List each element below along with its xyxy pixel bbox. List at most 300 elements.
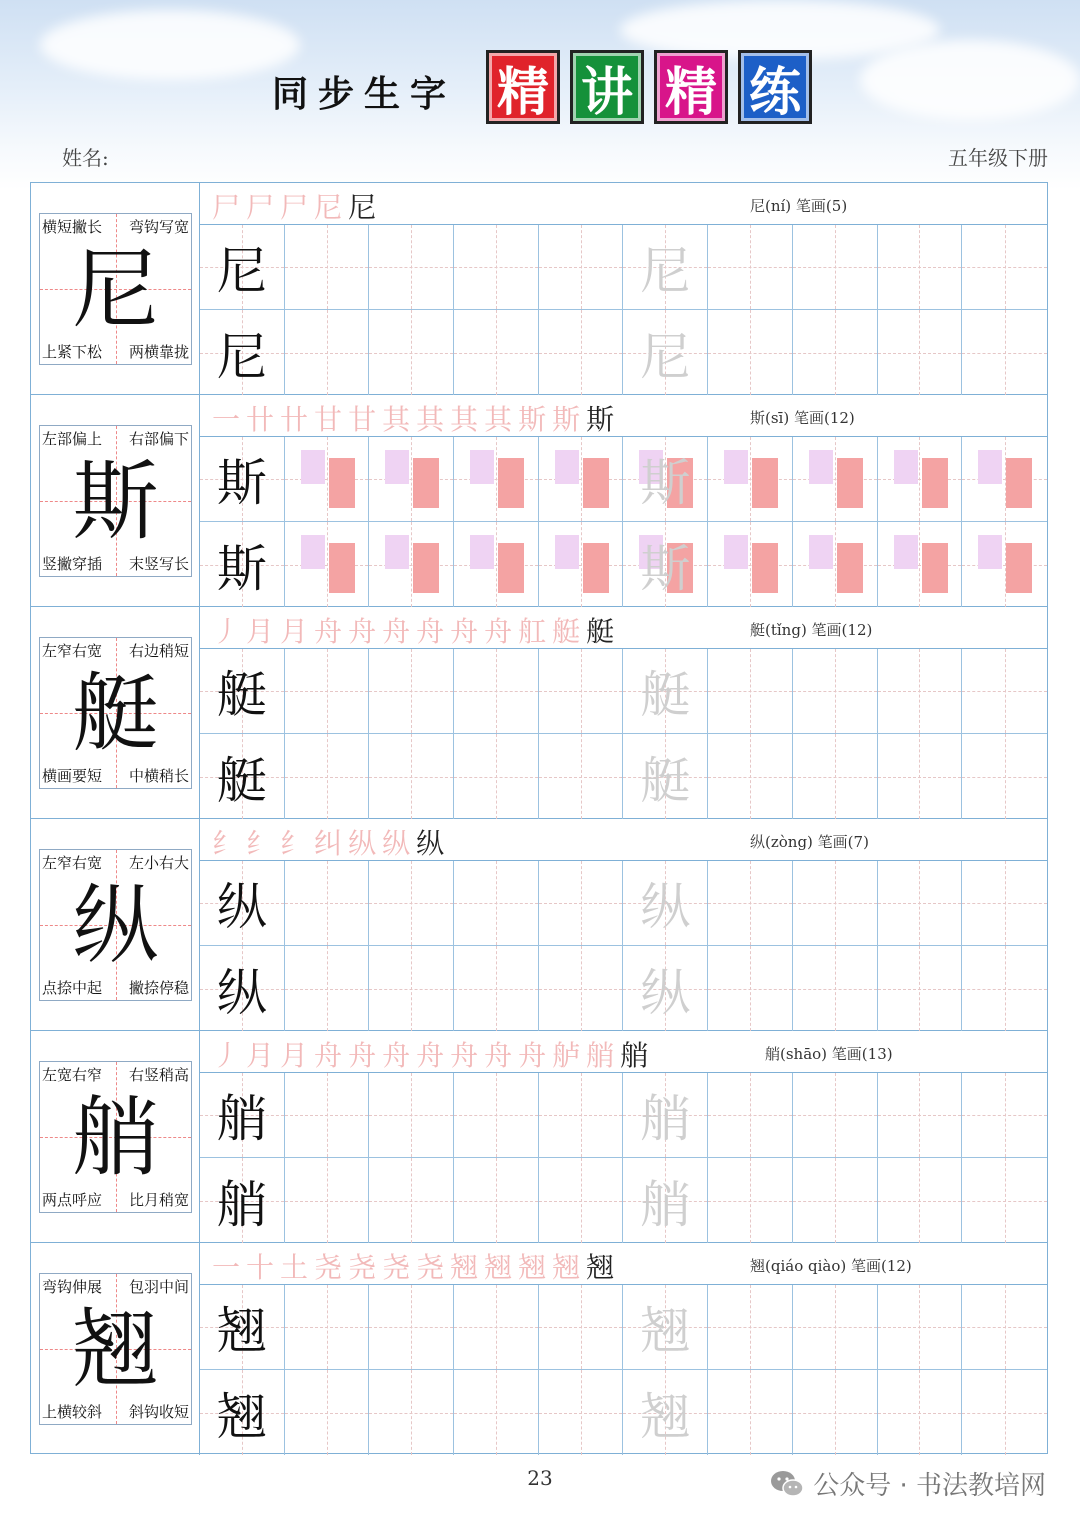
practice-cell[interactable] bbox=[539, 946, 624, 1031]
practice-cell[interactable] bbox=[369, 522, 454, 607]
reference-character: 纵 bbox=[72, 876, 159, 976]
practice-cell[interactable] bbox=[962, 734, 1047, 819]
char-section bbox=[31, 1243, 1047, 1455]
practice-cell[interactable] bbox=[708, 225, 793, 310]
practice-cell[interactable] bbox=[708, 1158, 793, 1243]
writing-tip: 比月稍宽 bbox=[128, 1191, 189, 1209]
left-part-guide bbox=[555, 450, 579, 484]
left-part-guide bbox=[555, 535, 579, 569]
practice-cell[interactable] bbox=[623, 734, 708, 819]
left-part-guide bbox=[724, 535, 748, 569]
right-part-guide bbox=[583, 458, 609, 508]
practice-cell[interactable] bbox=[793, 734, 878, 819]
practice-cell[interactable] bbox=[708, 946, 793, 1031]
model-character: 艄 bbox=[216, 1175, 267, 1234]
practice-cell[interactable] bbox=[285, 946, 370, 1031]
stroke-step: 舟 bbox=[416, 615, 451, 648]
writing-tip: 弯钩写宽 bbox=[128, 218, 189, 236]
practice-cell[interactable] bbox=[708, 1285, 793, 1370]
stroke-step: 其 bbox=[484, 403, 519, 436]
stroke-step: 舟 bbox=[484, 615, 519, 648]
stroke-step: 舻 bbox=[552, 1039, 587, 1072]
stroke-step: 翘 bbox=[484, 1251, 519, 1284]
left-part-guide bbox=[301, 450, 325, 484]
practice-cell[interactable] bbox=[285, 1370, 370, 1455]
right-part-guide bbox=[837, 543, 863, 593]
stroke-order-sequence bbox=[212, 398, 620, 438]
stroke-order-sequence bbox=[212, 1246, 620, 1286]
practice-cell[interactable] bbox=[539, 861, 624, 946]
stroke-step: 艇 bbox=[552, 615, 587, 648]
practice-cell[interactable] bbox=[962, 522, 1047, 607]
practice-cell[interactable] bbox=[200, 946, 285, 1031]
stroke-step: 纟 bbox=[212, 827, 247, 860]
trace-character: 艇 bbox=[640, 666, 691, 724]
practice-cell[interactable] bbox=[793, 225, 878, 310]
right-part-guide bbox=[329, 543, 355, 593]
practice-cell[interactable] bbox=[708, 861, 793, 946]
char-section bbox=[31, 183, 1047, 395]
right-part-guide bbox=[922, 543, 948, 593]
reference-box bbox=[39, 849, 192, 1001]
practice-cell[interactable] bbox=[539, 1370, 624, 1455]
practice-cell[interactable] bbox=[285, 1073, 370, 1158]
character-info: 纵(zòng) 笔画(7) bbox=[750, 833, 869, 851]
stroke-step: 纠 bbox=[314, 827, 349, 860]
writing-tip: 上横较斜 bbox=[42, 1403, 103, 1421]
practice-cell[interactable] bbox=[878, 522, 963, 607]
practice-cell[interactable] bbox=[962, 1285, 1047, 1370]
stroke-step: 翘 bbox=[518, 1251, 553, 1284]
practice-cell[interactable] bbox=[369, 1158, 454, 1243]
writing-tip: 右边稍短 bbox=[128, 642, 189, 660]
practice-cell[interactable] bbox=[878, 1158, 963, 1243]
writing-tip: 包羽中间 bbox=[128, 1278, 189, 1296]
stroke-step: 尧 bbox=[416, 1251, 451, 1284]
practice-cell[interactable] bbox=[708, 437, 793, 522]
practice-cell[interactable] bbox=[369, 649, 454, 734]
practice-cell[interactable] bbox=[539, 522, 624, 607]
stroke-order-row bbox=[200, 1243, 1047, 1285]
page-title: 同步生字 bbox=[272, 74, 457, 115]
practice-cell[interactable] bbox=[454, 522, 539, 607]
stroke-step: 纵 bbox=[382, 827, 417, 860]
practice-cell[interactable] bbox=[962, 1073, 1047, 1158]
stroke-step: 舟 bbox=[314, 1039, 349, 1072]
practice-cell[interactable] bbox=[623, 1158, 708, 1243]
right-part-guide bbox=[329, 458, 355, 508]
stroke-step: 舡 bbox=[518, 615, 553, 648]
practice-cell[interactable] bbox=[708, 1073, 793, 1158]
stroke-step: 其 bbox=[450, 403, 485, 436]
char-section bbox=[31, 1031, 1047, 1243]
practice-cell[interactable] bbox=[369, 1370, 454, 1455]
model-character: 尼 bbox=[216, 242, 267, 300]
practice-cell[interactable] bbox=[793, 437, 878, 522]
practice-cell[interactable] bbox=[454, 310, 539, 395]
stroke-step: 土 bbox=[280, 1251, 315, 1284]
practice-cell[interactable] bbox=[878, 946, 963, 1031]
practice-grid bbox=[200, 861, 1047, 1031]
model-character: 艄 bbox=[216, 1090, 267, 1148]
reference-character: 艄 bbox=[72, 1088, 159, 1188]
stroke-step: 一 bbox=[212, 1251, 247, 1284]
practice-cell[interactable] bbox=[878, 861, 963, 946]
stroke-step: 尼 bbox=[314, 191, 349, 224]
reference-character: 翘 bbox=[72, 1300, 159, 1400]
character-info: 斯(sī) 笔画(12) bbox=[750, 409, 855, 427]
practice-grid bbox=[200, 1285, 1047, 1455]
stroke-step: 卄 bbox=[280, 403, 315, 436]
practice-grid bbox=[200, 1073, 1047, 1243]
practice-cell[interactable] bbox=[878, 649, 963, 734]
practice-cell[interactable] bbox=[200, 225, 285, 310]
right-part-guide bbox=[1006, 543, 1032, 593]
practice-cell[interactable] bbox=[285, 310, 370, 395]
reference-panel bbox=[31, 819, 200, 1030]
title-badge: 练 bbox=[738, 50, 812, 124]
stroke-step: 纵 bbox=[416, 827, 451, 860]
practice-cell[interactable] bbox=[200, 734, 285, 819]
practice-cell[interactable] bbox=[369, 1285, 454, 1370]
writing-tip: 左部偏上 bbox=[42, 430, 103, 448]
char-section bbox=[31, 819, 1047, 1031]
page-number: 23 bbox=[527, 1466, 553, 1490]
practice-cell[interactable] bbox=[539, 1158, 624, 1243]
title-badge: 精 bbox=[654, 50, 728, 124]
practice-cell[interactable] bbox=[285, 1285, 370, 1370]
practice-cell[interactable] bbox=[793, 1285, 878, 1370]
stroke-step: 纟 bbox=[280, 827, 315, 860]
practice-cell[interactable] bbox=[708, 649, 793, 734]
practice-cell[interactable] bbox=[793, 522, 878, 607]
writing-tip: 左窄右宽 bbox=[42, 642, 103, 660]
practice-cell[interactable] bbox=[454, 1073, 539, 1158]
practice-cell[interactable] bbox=[623, 310, 708, 395]
practice-cell[interactable] bbox=[539, 734, 624, 819]
practice-cell[interactable] bbox=[369, 1073, 454, 1158]
practice-cell[interactable] bbox=[962, 310, 1047, 395]
practice-cell[interactable] bbox=[708, 310, 793, 395]
practice-cell[interactable] bbox=[285, 734, 370, 819]
practice-cell[interactable] bbox=[708, 1370, 793, 1455]
stroke-step: 尧 bbox=[348, 1251, 383, 1284]
right-part-guide bbox=[413, 543, 439, 593]
practice-cell[interactable] bbox=[200, 1285, 285, 1370]
practice-cell[interactable] bbox=[793, 946, 878, 1031]
stroke-step: 舟 bbox=[348, 615, 383, 648]
stroke-step: 翘 bbox=[450, 1251, 485, 1284]
stroke-step: 月 bbox=[246, 1039, 281, 1072]
practice-cell[interactable] bbox=[962, 1370, 1047, 1455]
stroke-step: 纟 bbox=[246, 827, 281, 860]
character-info: 尼(ní) 笔画(5) bbox=[750, 197, 848, 215]
stroke-order-sequence bbox=[212, 610, 620, 650]
practice-cell[interactable] bbox=[369, 225, 454, 310]
practice-cell[interactable] bbox=[623, 522, 708, 607]
stroke-step: 十 bbox=[246, 1251, 281, 1284]
stroke-step: 尧 bbox=[382, 1251, 417, 1284]
practice-cell[interactable] bbox=[623, 649, 708, 734]
left-part-guide bbox=[470, 535, 494, 569]
trace-character: 艄 bbox=[640, 1175, 691, 1234]
stroke-step: 舟 bbox=[314, 615, 349, 648]
title-badges bbox=[486, 50, 812, 124]
writing-tip: 撇捺停稳 bbox=[128, 979, 189, 997]
practice-cell[interactable] bbox=[200, 1158, 285, 1243]
practice-cell[interactable] bbox=[454, 437, 539, 522]
stroke-order-sequence bbox=[212, 186, 382, 226]
practice-cell[interactable] bbox=[623, 1285, 708, 1370]
practice-cell[interactable] bbox=[539, 1073, 624, 1158]
stroke-step: 艄 bbox=[586, 1039, 621, 1072]
practice-cell[interactable] bbox=[285, 225, 370, 310]
writing-tip: 两横靠拢 bbox=[128, 343, 189, 361]
stroke-order-row bbox=[200, 607, 1047, 649]
practice-cell[interactable] bbox=[962, 649, 1047, 734]
reference-panel bbox=[31, 183, 200, 394]
model-character: 斯 bbox=[216, 539, 267, 598]
stroke-step: 丿 bbox=[212, 615, 247, 648]
reference-panel bbox=[31, 1031, 200, 1242]
right-part-guide bbox=[498, 458, 524, 508]
stroke-order-row bbox=[200, 819, 1047, 861]
trace-character: 翘 bbox=[640, 1302, 691, 1360]
practice-cell[interactable] bbox=[878, 734, 963, 819]
practice-cell[interactable] bbox=[369, 437, 454, 522]
practice-cell[interactable] bbox=[454, 734, 539, 819]
practice-cell[interactable] bbox=[200, 1370, 285, 1455]
reference-box bbox=[39, 213, 192, 365]
stroke-step: 尸 bbox=[246, 191, 281, 224]
writing-tip: 左宽右窄 bbox=[42, 1066, 103, 1084]
practice-cell[interactable] bbox=[285, 1158, 370, 1243]
stroke-step: 丿 bbox=[212, 1039, 247, 1072]
trace-character: 翘 bbox=[640, 1387, 691, 1446]
practice-cell[interactable] bbox=[454, 946, 539, 1031]
writing-tip: 弯钩伸展 bbox=[42, 1278, 103, 1296]
practice-cell[interactable] bbox=[369, 734, 454, 819]
stroke-order-row bbox=[200, 183, 1047, 225]
left-part-guide bbox=[385, 450, 409, 484]
stroke-order-row bbox=[200, 395, 1047, 437]
practice-cell[interactable] bbox=[878, 1370, 963, 1455]
practice-sheet bbox=[30, 182, 1048, 1454]
practice-cell[interactable] bbox=[962, 1158, 1047, 1243]
right-part-guide bbox=[498, 543, 524, 593]
trace-character: 纵 bbox=[640, 963, 691, 1022]
practice-cell[interactable] bbox=[285, 437, 370, 522]
practice-cell[interactable] bbox=[962, 437, 1047, 522]
reference-box bbox=[39, 637, 192, 789]
writing-tip: 两点呼应 bbox=[42, 1191, 103, 1209]
practice-cell[interactable] bbox=[369, 310, 454, 395]
left-part-guide bbox=[894, 450, 918, 484]
model-character: 纵 bbox=[216, 963, 267, 1022]
stroke-step: 甘 bbox=[314, 403, 349, 436]
stroke-step: 其 bbox=[416, 403, 451, 436]
trace-character: 纵 bbox=[640, 878, 691, 936]
trace-character: 斯 bbox=[640, 539, 691, 598]
stroke-step: 尧 bbox=[314, 1251, 349, 1284]
stroke-step: 翘 bbox=[586, 1251, 621, 1284]
practice-cell[interactable] bbox=[539, 225, 624, 310]
writing-tip: 斜钩收短 bbox=[128, 1403, 189, 1421]
practice-cell[interactable] bbox=[878, 1073, 963, 1158]
practice-cell[interactable] bbox=[878, 1285, 963, 1370]
practice-cell[interactable] bbox=[454, 861, 539, 946]
reference-box bbox=[39, 1273, 192, 1425]
practice-cell[interactable] bbox=[793, 1158, 878, 1243]
trace-character: 艄 bbox=[640, 1090, 691, 1148]
stroke-step: 舟 bbox=[416, 1039, 451, 1072]
model-character: 艇 bbox=[216, 666, 267, 724]
left-part-guide bbox=[894, 535, 918, 569]
writing-tip: 点捺中起 bbox=[42, 979, 103, 997]
title-badge: 精 bbox=[486, 50, 560, 124]
stroke-step: 斯 bbox=[552, 403, 587, 436]
model-character: 翘 bbox=[216, 1302, 267, 1360]
stroke-step: 舟 bbox=[450, 615, 485, 648]
practice-cell[interactable] bbox=[623, 1073, 708, 1158]
practice-cell[interactable] bbox=[623, 946, 708, 1031]
stroke-step: 舟 bbox=[348, 1039, 383, 1072]
stroke-step: 舟 bbox=[518, 1039, 553, 1072]
writing-tip: 右竖稍高 bbox=[128, 1066, 189, 1084]
practice-cell[interactable] bbox=[200, 1073, 285, 1158]
practice-cell[interactable] bbox=[285, 522, 370, 607]
stroke-step: 艇 bbox=[586, 615, 621, 648]
practice-grid bbox=[200, 437, 1047, 607]
practice-cell[interactable] bbox=[454, 1285, 539, 1370]
practice-cell[interactable] bbox=[793, 1370, 878, 1455]
character-info: 艄(shāo) 笔画(13) bbox=[765, 1045, 893, 1063]
stroke-step: 斯 bbox=[518, 403, 553, 436]
stroke-step: 月 bbox=[280, 1039, 315, 1072]
writing-tip: 右部偏下 bbox=[128, 430, 189, 448]
stroke-order-sequence bbox=[212, 822, 450, 862]
practice-cell[interactable] bbox=[623, 437, 708, 522]
writing-tip: 左窄右宽 bbox=[42, 854, 103, 872]
watermark-text: 公众号 · 书法教培网 bbox=[813, 1471, 1046, 1501]
writing-tip: 横画要短 bbox=[42, 767, 103, 785]
right-part-guide bbox=[1006, 458, 1032, 508]
model-character: 艇 bbox=[216, 751, 267, 810]
practice-cell[interactable] bbox=[793, 649, 878, 734]
grade-label: 五年级下册 bbox=[948, 146, 1048, 170]
practice-cell[interactable] bbox=[793, 1073, 878, 1158]
left-part-guide bbox=[809, 450, 833, 484]
name-label: 姓名: bbox=[62, 146, 109, 170]
stroke-step: 一 bbox=[212, 403, 247, 436]
reference-box bbox=[39, 1061, 192, 1213]
stroke-step: 舟 bbox=[382, 615, 417, 648]
practice-cell[interactable] bbox=[793, 861, 878, 946]
stroke-order-sequence bbox=[212, 1034, 654, 1074]
reference-panel bbox=[31, 607, 200, 818]
title-badge: 讲 bbox=[570, 50, 644, 124]
practice-cell[interactable] bbox=[285, 861, 370, 946]
reference-panel bbox=[31, 1243, 200, 1455]
practice-cell[interactable] bbox=[708, 734, 793, 819]
writing-tip: 左小右大 bbox=[128, 854, 189, 872]
character-info: 翘(qiáo qiào) 笔画(12) bbox=[750, 1257, 912, 1275]
writing-tip: 上紧下松 bbox=[42, 343, 103, 361]
left-part-guide bbox=[809, 535, 833, 569]
stroke-step: 斯 bbox=[586, 403, 621, 436]
writing-tip: 中横稍长 bbox=[128, 767, 189, 785]
practice-cell[interactable] bbox=[962, 225, 1047, 310]
practice-cell[interactable] bbox=[285, 649, 370, 734]
watermark bbox=[769, 1465, 1046, 1502]
practice-cell[interactable] bbox=[962, 861, 1047, 946]
practice-cell[interactable] bbox=[539, 310, 624, 395]
practice-cell[interactable] bbox=[454, 1370, 539, 1455]
practice-cell[interactable] bbox=[200, 437, 285, 522]
reference-panel bbox=[31, 395, 200, 606]
stroke-step: 艄 bbox=[620, 1039, 655, 1072]
right-part-guide bbox=[583, 543, 609, 593]
practice-cell[interactable] bbox=[200, 522, 285, 607]
character-info: 艇(tǐng) 笔画(12) bbox=[750, 621, 873, 639]
practice-grid bbox=[200, 649, 1047, 819]
practice-cell[interactable] bbox=[369, 861, 454, 946]
stroke-step: 翘 bbox=[552, 1251, 587, 1284]
practice-cell[interactable] bbox=[623, 225, 708, 310]
stroke-step: 甘 bbox=[348, 403, 383, 436]
practice-cell[interactable] bbox=[454, 225, 539, 310]
practice-cell[interactable] bbox=[539, 649, 624, 734]
stroke-step: 尸 bbox=[212, 191, 247, 224]
practice-cell[interactable] bbox=[623, 1370, 708, 1455]
stroke-step: 卄 bbox=[246, 403, 281, 436]
practice-cell[interactable] bbox=[793, 310, 878, 395]
practice-cell[interactable] bbox=[200, 310, 285, 395]
practice-grid bbox=[200, 225, 1047, 395]
practice-cell[interactable] bbox=[708, 522, 793, 607]
trace-character: 斯 bbox=[640, 454, 691, 512]
practice-cell[interactable] bbox=[200, 861, 285, 946]
practice-cell[interactable] bbox=[454, 649, 539, 734]
right-part-guide bbox=[413, 458, 439, 508]
practice-cell[interactable] bbox=[454, 1158, 539, 1243]
left-part-guide bbox=[978, 450, 1002, 484]
practice-cell[interactable] bbox=[962, 946, 1047, 1031]
practice-cell[interactable] bbox=[369, 946, 454, 1031]
left-part-guide bbox=[724, 450, 748, 484]
practice-cell[interactable] bbox=[878, 310, 963, 395]
right-part-guide bbox=[752, 458, 778, 508]
practice-cell[interactable] bbox=[623, 861, 708, 946]
stroke-order-row bbox=[200, 1031, 1047, 1073]
practice-cell[interactable] bbox=[878, 437, 963, 522]
practice-cell[interactable] bbox=[539, 1285, 624, 1370]
trace-character: 尼 bbox=[640, 242, 691, 300]
left-part-guide bbox=[470, 450, 494, 484]
right-part-guide bbox=[752, 543, 778, 593]
stroke-step: 月 bbox=[280, 615, 315, 648]
reference-character: 斯 bbox=[72, 452, 159, 552]
trace-character: 尼 bbox=[640, 327, 691, 386]
stroke-step: 舟 bbox=[450, 1039, 485, 1072]
model-character: 纵 bbox=[216, 878, 267, 936]
right-part-guide bbox=[922, 458, 948, 508]
practice-cell[interactable] bbox=[878, 225, 963, 310]
writing-tip: 竖撇穿插 bbox=[42, 555, 103, 573]
practice-cell[interactable] bbox=[539, 437, 624, 522]
stroke-step: 纵 bbox=[348, 827, 383, 860]
practice-cell[interactable] bbox=[200, 649, 285, 734]
